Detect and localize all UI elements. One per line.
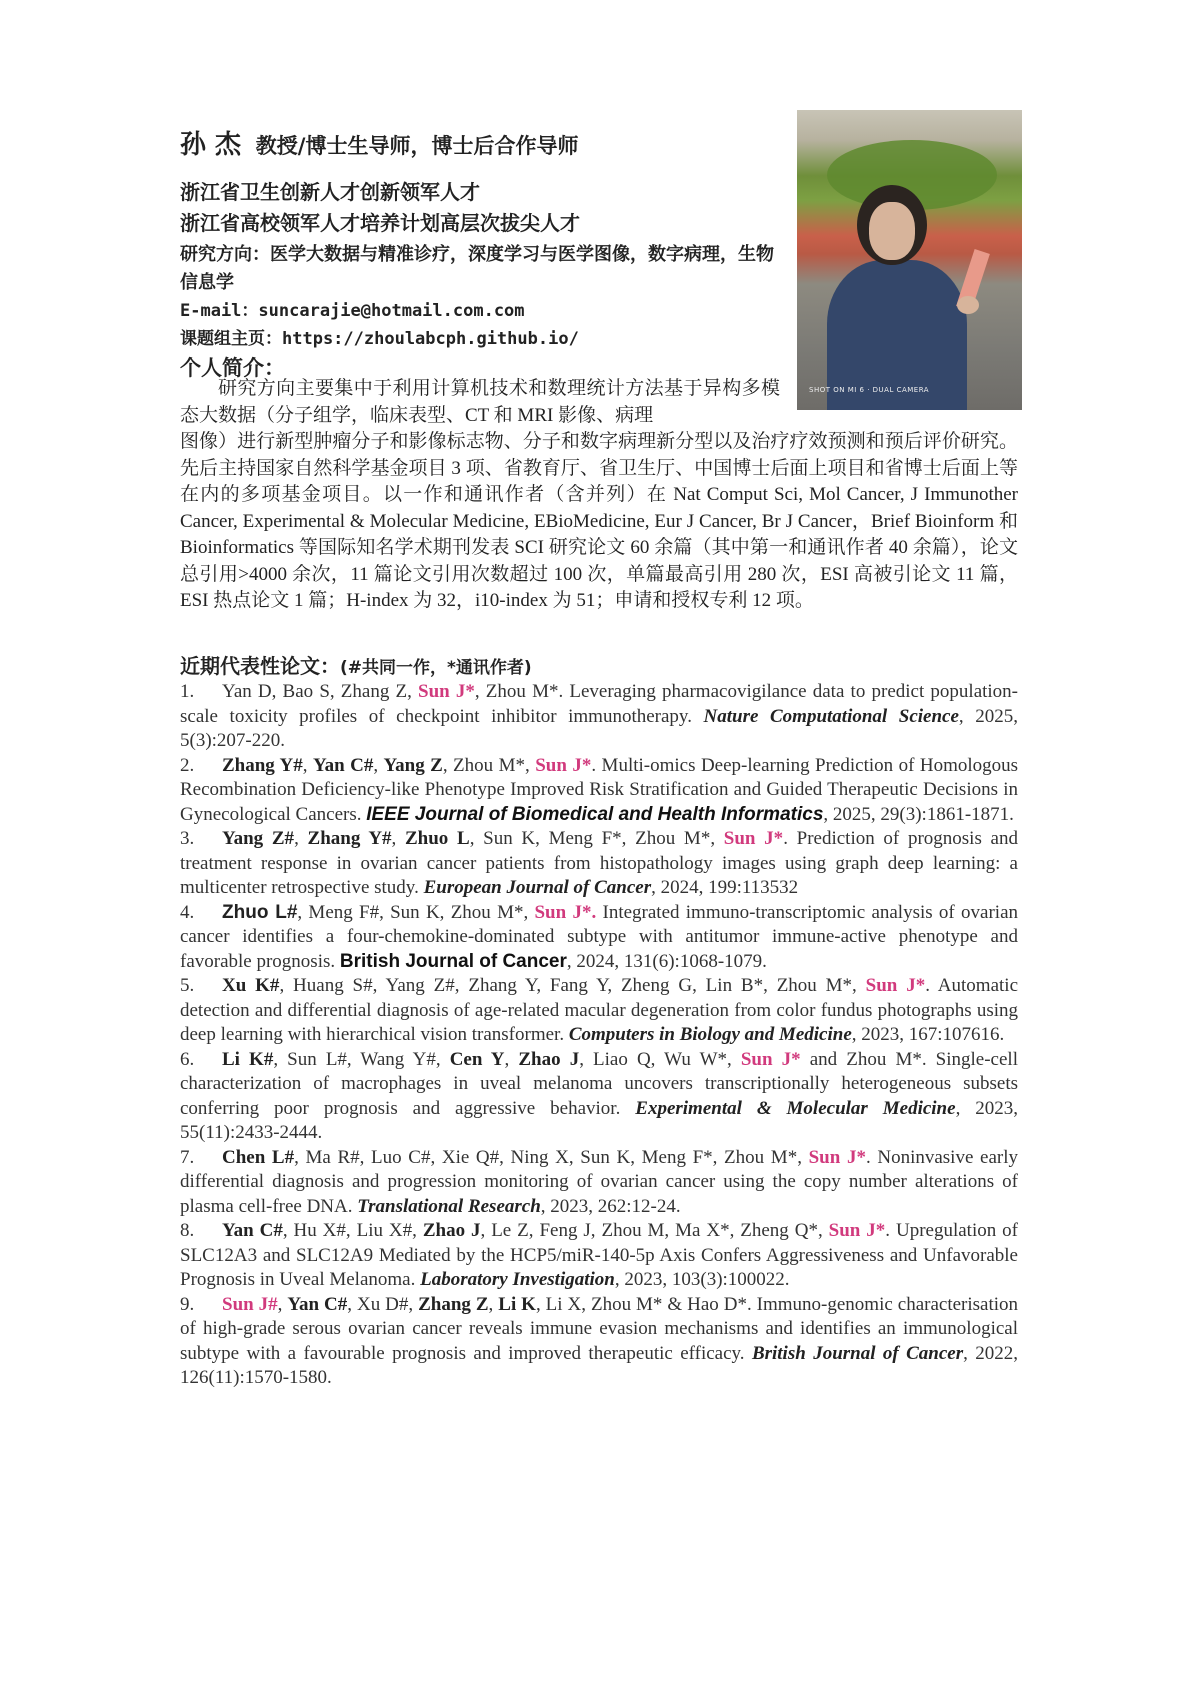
highlighted-author: Sun J* — [808, 1146, 866, 1168]
honor-1: 浙江省卫生创新人才创新领军人才 — [180, 180, 480, 204]
publication-item: 3. Yang Z#, Zhang Y#, Zhuo L, Sun K, Meng F*, Zhou M*, Sun J*. Prediction of prognosis and treatment response in ovarian cancer patients from histopathology images using graph deep learning: a multicenter retrospective study. European Journal of Cancer, 2024, 199:113532 — [180, 828, 1018, 898]
publication-item: 8. Yan C#, Hu X#, Liu X#, Zhao J, Le Z, Feng J, Zhou M, Ma X*, Zheng Q*, Sun J*. Upregulation of SLC12A3 and SLC12A9 Mediated by the HCP5/miR-140-5p Axis Confers Aggressiveness and Unfavorable Prognosis in Uveal Melanoma. Laboratory Investigation, 2023, 103(3):100022. — [180, 1220, 1018, 1290]
publication-list — [180, 680, 1018, 1391]
research-label: 研究方向： — [180, 244, 270, 265]
publications-title: 近期代表性论文： — [180, 654, 340, 678]
journal-name: Experimental & Molecular Medicine — [635, 1097, 956, 1119]
research-direction — [180, 241, 780, 297]
email-line — [180, 297, 780, 325]
journal-name: Translational Research — [357, 1195, 541, 1217]
journal-name: IEEE Journal of Biomedical and Health Informatics — [366, 803, 824, 825]
journal-name: European Journal of Cancer — [423, 877, 652, 898]
honor-2: 浙江省高校领军人才培养计划高层次拔尖人才 — [180, 211, 580, 235]
intro-paragraph — [180, 376, 1018, 615]
publication-item: 7. Chen L#, Ma R#, Luo C#, Xie Q#, Ning X, Sun K, Meng F*, Zhou M*, Sun J*. Noninvasive early differential diagnosis and progression monitoring of ovarian cancer using the copy number alterations of plasma cell-free DNA. Translational Research, 2023, 262:12-24. — [180, 1146, 1019, 1217]
publication-item: 6. Li K#, Sun L#, Wang Y#, Cen Y, Zhao J, Liao Q, Wu W*, Sun J* and Zhou M*. Single-cell characterization of macrophages in uveal melanoma uncovers transcriptionally heterogeneous subsets conferring poor prognosis and aggressive behavior. Experimental & Molecular Medicine, 2023, 55(11):2433-2444. — [180, 1048, 1018, 1143]
highlighted-author: Sun J# — [222, 1293, 278, 1315]
publication-item: 2. Zhang Y#, Yan C#, Yang Z, Zhou M*, Sun J*. Multi-omics Deep-learning Prediction of Homologous Recombination Deficiency-like Phenotype Improved Risk Stratification and Guided Therapeutic Decisions in Gynecological Cancers. IEEE Journal of Biomedical and Health Informatics, 2025, 29(3):1861-1871. — [180, 754, 1019, 825]
publications-heading — [180, 650, 532, 679]
email-link[interactable]: suncarajie@hotmail.com.com — [258, 301, 525, 321]
email-label: E-mail： — [180, 301, 259, 321]
journal-name: Laboratory Investigation — [420, 1269, 615, 1290]
journal-name: British Journal of Cancer — [339, 950, 567, 972]
highlighted-author: Sun J* — [740, 1048, 801, 1070]
publication-item: 1. Yan D, Bao S, Zhang Z, Sun J*, Zhou M*. Leveraging pharmacovigilance data to predict population-scale toxicity profiles of checkpoint inhibitor immunotherapy. Nature Computational Science, 2025, 5(3):207-220. — [180, 681, 1019, 751]
publication-item: 5. Xu K#, Huang S#, Yang Z#, Zhang Y, Fang Y, Zheng G, Lin B*, Zhou M*, Sun J*. Automatic detection and differential diagnosis of age-related macular degeneration from color fundus photographs using deep learning with hierarchical vision transformer. Computers in Biology and Medicine, 2023, 167:107616. — [180, 975, 1018, 1045]
highlighted-author: Sun J* — [418, 681, 475, 702]
intro-text-part2: 图像）进行新型肿瘤分子和影像标志物、分子和数字病理新分型以及治疗疗效预测和预后评价研究。先后主持国家自然科学基金项目 3 项、省教育厅、省卫生厅、中国博士后面上项目和省博士后面上等在内的多项基金项目。以一作和通讯作者（含并列）在 Nat Comput Sci, Mol Cancer, J Immunother Cancer, Experimental & Molecular Medicine, EBioMedicine, Eur J Cancer, Br J Cancer，Brief Bioinform 和 Bioinformatics 等国际知名学术期刊发表 SCI 研究论文 60 余篇（其中第一和通讯作者 40 余篇），论文总引用>4000 余次，11 篇论文引用次数超过 100 次，单篇最高引用 280 次，ESI 高被引论文 11 篇，ESI 热点论文 1 篇；H-index 为 32，i10-index 为 51；申请和授权专利 12 项。 — [180, 431, 1018, 611]
person-name: 孙 杰 — [180, 130, 242, 160]
publication-item: 4. Zhuo L#, Meng F#, Sun K, Zhou M*, Sun J*. Integrated immuno-transcriptomic analysis of ovarian cancer identifies a four-chemokine-dominated subtype with antitumor immune-active phenotype and favorable prognosis. British Journal of Cancer, 2024, 131(6):1068-1079. — [180, 901, 1018, 972]
homepage-link[interactable]: https://zhoulabcph.github.io/ — [282, 329, 579, 349]
highlighted-author: Sun J* — [865, 975, 926, 996]
homepage-line — [180, 325, 780, 353]
person-title: 教授/博士生导师，博士后合作导师 — [255, 133, 579, 158]
intro-text-part1: 研究方向主要集中于利用计算机技术和数理统计方法基于异构多模态大数据（分子组学，临床表型、CT 和 MRI 影像、病理 — [180, 378, 780, 426]
highlighted-author: Sun J* — [723, 828, 784, 849]
publication-item: 9. Sun J#, Yan C#, Xu D#, Zhang Z, Li K, Li X, Zhou M* & Hao D*. Immuno-genomic characterisation of high-grade serous ovarian cancer reveals immune evasion mechanisms and identifies an immunological subtype with a favourable prognosis and improved therapeutic efficacy. British Journal of Cancer, 2022, 126(11):1570-1580. — [180, 1293, 1019, 1388]
profile-header — [180, 128, 780, 383]
journal-name: Computers in Biology and Medicine — [568, 1024, 852, 1045]
homepage-label: 课题组主页： — [180, 329, 282, 349]
profile-photo — [797, 110, 1022, 410]
highlighted-author: Sun J* — [535, 754, 592, 776]
research-text: 医学大数据与精准诊疗，深度学习与医学图像，数字病理，生物信息学 — [180, 244, 774, 293]
intro-heading: 个人简介： — [180, 356, 285, 380]
photo-camera-stamp: SHOT ON MI 6 · DUAL CAMERA — [809, 386, 930, 394]
journal-name: British Journal of Cancer — [751, 1342, 964, 1364]
journal-name: Nature Computational Science — [703, 705, 959, 727]
highlighted-author: Sun J* — [828, 1220, 886, 1241]
highlighted-author: Sun J*. — [534, 901, 597, 923]
publications-note: (#共同一作，*通讯作者) — [340, 658, 532, 678]
name-title-line — [180, 128, 780, 163]
